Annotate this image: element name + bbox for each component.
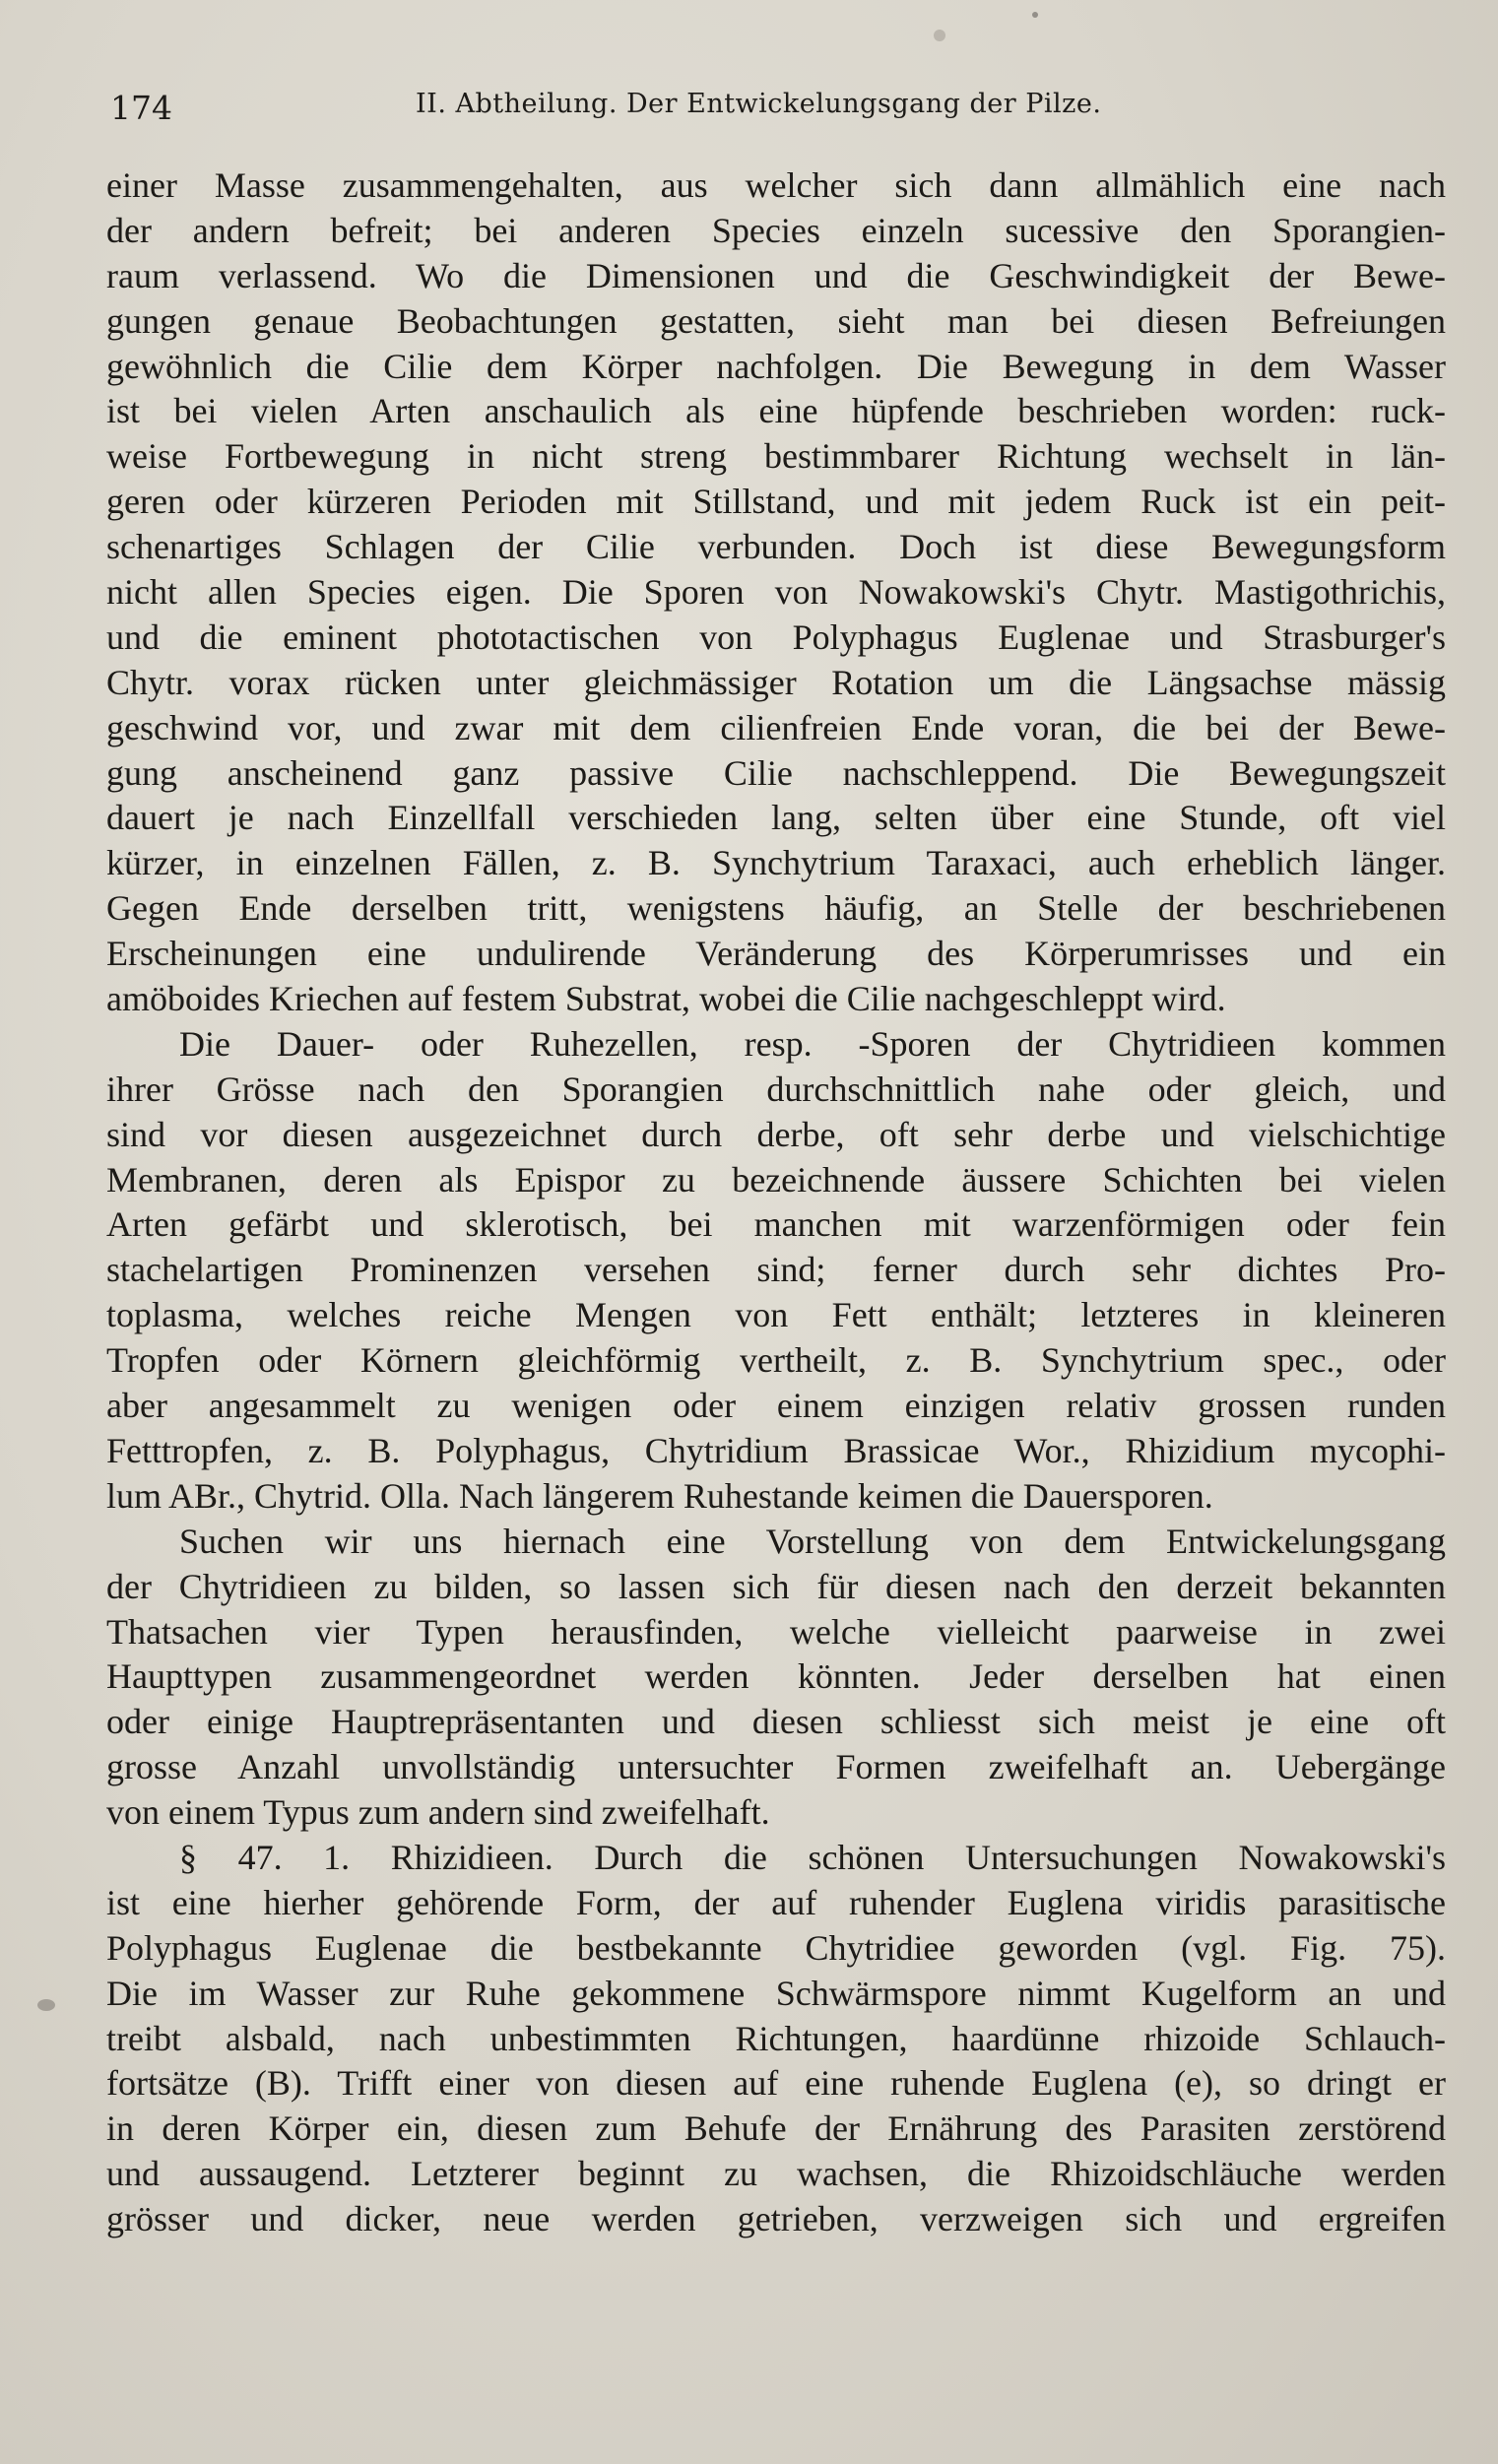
text-line: geren oder kürzeren Perioden mit Stillstand, und mit jedem Ruck ist ein peit-: [106, 482, 1446, 522]
text-line: raum verlassend. Wo die Dimensionen und die Geschwindigkeit der Bewe-: [106, 255, 1446, 295]
text-line: Chytr. vorax rücken unter gleichmässiger Rotation um die Längsachse mässig: [106, 662, 1446, 702]
page-header: [110, 83, 1135, 132]
text-line: stachelartigen Prominenzen versehen sind; ferner durch sehr dichtes Pro-: [106, 1250, 1446, 1290]
text-line: Die Dauer- oder Ruhezellen, resp. -Sporen der Chytridieen kommen: [179, 1023, 1446, 1064]
page-number: 174: [110, 89, 172, 127]
text-line: lum ABr., Chytrid. Olla. Nach längerem Ruhestande keimen die Dauersporen.: [106, 1475, 1213, 1516]
text-line: ist eine hierher gehörende Form, der auf ruhender Euglena viridis parasitische: [106, 1882, 1446, 1922]
text-line: aber angesammelt zu wenigen oder einem einzigen relativ grossen runden: [106, 1386, 1446, 1426]
text-line: gewöhnlich die Cilie dem Körper nachfolgen. Die Bewegung in dem Wasser: [106, 346, 1446, 386]
text-line: geschwind vor, und zwar mit dem cilienfreien Ende voran, die bei der Bewe-: [106, 707, 1446, 747]
text-line: Fetttropfen, z. B. Polyphagus, Chytridium Brassicae Wor., Rhizidium mycophi-: [106, 1430, 1446, 1470]
text-line: fortsätze (B). Trifft einer von diesen auf eine ruhende Euglena (e), so dringt er: [106, 2063, 1446, 2104]
text-line: grösser und dicker, neue werden getrieben, verzweigen sich und ergreifen: [106, 2199, 1446, 2239]
text-line: von einem Typus zum andern sind zweifelhaft.: [106, 1792, 770, 1833]
text-line: einer Masse zusammengehalten, aus welcher sich dann allmählich eine nach: [106, 165, 1446, 205]
text-line: in deren Körper ein, diesen zum Behufe der Ernährung des Parasiten zerstörend: [106, 2108, 1446, 2149]
text-line: amöboides Kriechen auf festem Substrat, wobei die Cilie nachgeschleppt wird.: [106, 979, 1226, 1019]
text-line: Thatsachen vier Typen herausfinden, welche vielleicht paarweise in zwei: [106, 1611, 1446, 1652]
text-line: treibt alsbald, nach unbestimmten Richtungen, haardünne rhizoide Schlauch-: [106, 2018, 1446, 2058]
text-line: Erscheinungen eine undulirende Veränderung des Körperumrisses und ein: [106, 934, 1446, 974]
text-line: oder einige Hauptrepräsentanten und diesen schliesst sich meist je eine oft: [106, 1702, 1446, 1742]
paper-spot: [934, 30, 945, 41]
text-line: schenartiges Schlagen der Cilie verbunden. Doch ist diese Bewegungsform: [106, 527, 1446, 567]
text-line: der Chytridieen zu bilden, so lassen sich für diesen nach den derzeit bekannten: [106, 1566, 1446, 1606]
text-line: Die im Wasser zur Ruhe gekommene Schwärmspore nimmt Kugelform an und: [106, 1973, 1446, 2013]
text-line: gung anscheinend ganz passive Cilie nachschleppend. Die Bewegungszeit: [106, 752, 1446, 793]
text-line: ihrer Grösse nach den Sporangien durchschnittlich nahe oder gleich, und: [106, 1069, 1446, 1109]
running-head: II. Abtheilung. Der Entwickelungsgang der Pilze.: [416, 89, 1102, 119]
text-line: Gegen Ende derselben tritt, wenigstens häufig, an Stelle der beschriebenen: [106, 888, 1446, 929]
text-line: sind vor diesen ausgezeichnet durch derbe, oft sehr derbe und vielschichtige: [106, 1114, 1446, 1154]
text-line: Tropfen oder Körnern gleichförmig vertheilt, z. B. Synchytrium spec., oder: [106, 1340, 1446, 1381]
body-text: [106, 163, 1446, 2242]
paper-spot: [1032, 12, 1038, 18]
text-line: gungen genaue Beobachtungen gestatten, sieht man bei diesen Befreiungen: [106, 300, 1446, 341]
paper-spot: [37, 1999, 55, 2011]
text-line: Haupttypen zusammengeordnet werden könnten. Jeder derselben hat einen: [106, 1656, 1446, 1697]
text-line: Suchen wir uns hiernach eine Vorstellung von dem Entwickelungsgang: [179, 1521, 1446, 1561]
text-line: und die eminent phototactischen von Polyphagus Euglenae und Strasburger's: [106, 616, 1446, 657]
text-line: der andern befreit; bei anderen Species einzeln sucessive den Sporangien-: [106, 210, 1446, 250]
text-line: grosse Anzahl unvollständig untersuchter Formen zweifelhaft an. Uebergänge: [106, 1747, 1446, 1787]
text-line: Membranen, deren als Epispor zu bezeichnende äussere Schichten bei vielen: [106, 1159, 1446, 1200]
text-line: Arten gefärbt und sklerotisch, bei manchen mit warzenförmigen oder fein: [106, 1204, 1446, 1245]
text-line: nicht allen Species eigen. Die Sporen von Nowakowski's Chytr. Mastigothrichis,: [106, 572, 1446, 613]
text-line: dauert je nach Einzellfall verschieden lang, selten über eine Stunde, oft viel: [106, 798, 1446, 838]
text-line: ist bei vielen Arten anschaulich als eine hüpfende beschrieben worden: ruck-: [106, 391, 1446, 431]
text-line: kürzer, in einzelnen Fällen, z. B. Synchytrium Taraxaci, auch erheblich länger.: [106, 843, 1446, 883]
section-heading-line: § 47. 1. Rhizidieen. Durch die schönen Untersuchungen Nowakowski's: [179, 1837, 1446, 1877]
text-line: weise Fortbewegung in nicht streng bestimmbarer Richtung wechselt in län-: [106, 436, 1446, 477]
text-line: und aussaugend. Letzterer beginnt zu wachsen, die Rhizoidschläuche werden: [106, 2154, 1446, 2194]
text-line: toplasma, welches reiche Mengen von Fett enthält; letzteres in kleineren: [106, 1295, 1446, 1335]
text-line: Polyphagus Euglenae die bestbekannte Chytridiee geworden (vgl. Fig. 75).: [106, 1927, 1446, 1968]
